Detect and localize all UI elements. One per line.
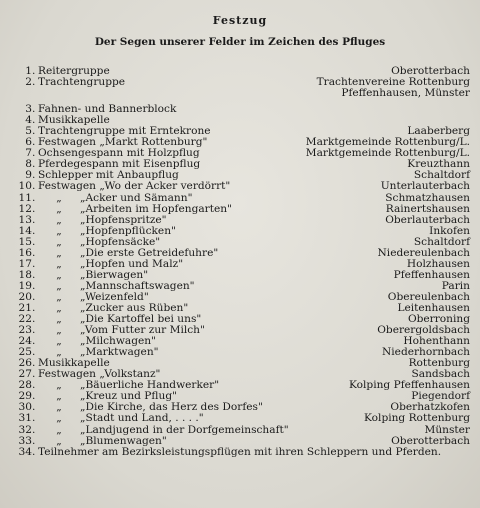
item-name-text: „Landjugend in der Dorfgemeinschaft" bbox=[80, 424, 289, 436]
item-name bbox=[38, 270, 394, 281]
list-item bbox=[14, 104, 470, 115]
item-name bbox=[38, 281, 442, 292]
ditto-mark: „ bbox=[56, 269, 62, 281]
item-place: Kolping Pfeffenhausen bbox=[349, 379, 470, 392]
item-number-dot: . bbox=[32, 246, 36, 259]
item-place: Kolping Rottenburg bbox=[364, 412, 470, 425]
item-place: Rottenburg bbox=[408, 357, 470, 370]
item-number-dot: . bbox=[32, 202, 36, 215]
item-number: 5 bbox=[25, 125, 32, 138]
item-place: Trachtenvereine Rottenburg bbox=[316, 76, 470, 89]
item-name bbox=[38, 204, 386, 215]
item-name-text: „Bäuerliche Handwerker" bbox=[80, 380, 220, 392]
item-number-dot: . bbox=[32, 158, 36, 171]
item-name bbox=[38, 181, 381, 192]
item-place: Parin bbox=[441, 279, 470, 292]
item-number: 20 bbox=[18, 290, 32, 303]
item-name bbox=[38, 237, 414, 248]
item-place: Oberroning bbox=[407, 313, 470, 326]
item-place: Oberhatzkofen bbox=[390, 401, 470, 414]
item-place: Niederhornbach bbox=[382, 346, 470, 359]
item-name bbox=[38, 77, 317, 88]
item-name bbox=[38, 413, 364, 424]
item-name-text: Festwagen „Wo der Acker verdörrt" bbox=[38, 181, 231, 193]
item-number-dot: . bbox=[32, 301, 36, 314]
list-item bbox=[14, 303, 470, 314]
item-number: 14 bbox=[18, 224, 32, 237]
item-place: Schmatzhausen bbox=[385, 191, 470, 204]
item-name bbox=[38, 292, 388, 303]
item-number: 8 bbox=[25, 158, 32, 171]
item-name bbox=[38, 215, 385, 226]
item-place: Kreuzthann bbox=[407, 158, 470, 171]
item-place: Laaberberg bbox=[407, 125, 470, 138]
item-number-dot: . bbox=[32, 114, 36, 127]
item-number: 18 bbox=[18, 268, 32, 281]
item-name bbox=[38, 436, 391, 447]
item-place: Rainertshausen bbox=[385, 202, 470, 215]
item-name-text: Reitergruppe bbox=[38, 66, 110, 77]
item-name-text: „Marktwagen" bbox=[80, 347, 159, 359]
item-name-text: „Blumenwagen" bbox=[80, 435, 167, 447]
item-name-text: Festwagen „Markt Rottenburg" bbox=[38, 137, 208, 149]
item-number: 30 bbox=[18, 401, 32, 414]
item-number: 6 bbox=[25, 136, 32, 149]
item-name-text: „Mannschaftswagen" bbox=[80, 280, 195, 292]
ditto-mark: „ bbox=[56, 325, 62, 337]
item-name bbox=[38, 104, 470, 115]
item-name bbox=[38, 115, 470, 126]
item-number-dot: . bbox=[32, 324, 36, 337]
item-number: 9 bbox=[25, 169, 32, 182]
item-number-dot: . bbox=[32, 125, 36, 138]
ditto-mark: „ bbox=[56, 413, 62, 425]
item-number-dot: . bbox=[32, 76, 36, 89]
item-number: 16 bbox=[18, 246, 32, 259]
item-place: Niedereulenbach bbox=[377, 246, 470, 259]
item-name bbox=[38, 259, 407, 270]
item-number-dot: . bbox=[32, 147, 36, 160]
item-number-dot: . bbox=[32, 313, 36, 326]
ditto-mark: „ bbox=[56, 247, 62, 259]
item-place: Pfeffenhausen bbox=[393, 268, 470, 281]
list-item bbox=[14, 115, 470, 126]
item-place: Oberotterbach bbox=[391, 434, 470, 447]
item-place: Inkofen bbox=[429, 224, 470, 237]
list-item bbox=[14, 248, 470, 259]
item-name bbox=[38, 303, 397, 314]
list-item bbox=[14, 358, 470, 369]
item-name bbox=[38, 159, 407, 170]
item-place: Piegendorf bbox=[411, 390, 470, 403]
item-number: 23 bbox=[18, 324, 32, 337]
item-name-text: „Vom Futter zur Milch" bbox=[80, 325, 205, 337]
list-item bbox=[14, 215, 470, 226]
ditto-mark: „ bbox=[56, 391, 62, 403]
item-number-dot: . bbox=[32, 445, 36, 458]
list-item bbox=[14, 425, 470, 436]
item-number-dot: . bbox=[32, 434, 36, 447]
item-place: Sandsbach bbox=[411, 368, 470, 381]
page-subtitle: Der Segen unserer Felder im Zeichen des Pfluges bbox=[94, 36, 386, 48]
ditto-mark: „ bbox=[56, 302, 62, 314]
item-name-text: „Hopfen und Malz" bbox=[80, 258, 184, 270]
item-number: 17 bbox=[18, 257, 32, 270]
item-name bbox=[38, 347, 382, 358]
item-number: 22 bbox=[18, 313, 32, 326]
item-number: 13 bbox=[18, 213, 32, 226]
ditto-mark: „ bbox=[56, 291, 62, 303]
ditto-mark: „ bbox=[56, 402, 62, 414]
item-name bbox=[38, 248, 378, 259]
ditto-mark: „ bbox=[56, 435, 62, 447]
item-number-dot: . bbox=[32, 379, 36, 392]
ditto-mark: „ bbox=[56, 380, 62, 392]
list-item bbox=[14, 380, 470, 391]
item-name-text: „Zucker aus Rüben" bbox=[80, 302, 189, 314]
item-name-text: Trachtengruppe mit Erntekrone bbox=[38, 126, 211, 138]
item-name bbox=[38, 137, 306, 148]
item-number: 34 bbox=[18, 445, 32, 458]
item-place: Oberergoldsbach bbox=[377, 324, 470, 337]
item-number: 29 bbox=[18, 390, 32, 403]
item-name-text: „Weizenfeld" bbox=[80, 291, 149, 303]
item-number-dot: . bbox=[32, 357, 36, 370]
item-number: 7 bbox=[25, 147, 32, 160]
item-place: Hohenthann bbox=[403, 335, 470, 348]
item-number: 11 bbox=[18, 191, 32, 204]
ditto-mark: „ bbox=[56, 314, 62, 326]
item-name bbox=[38, 226, 429, 237]
item-number: 10 bbox=[18, 180, 32, 193]
item-number: 19 bbox=[18, 279, 32, 292]
ditto-mark: „ bbox=[56, 236, 62, 248]
item-number-dot: . bbox=[32, 268, 36, 281]
item-number-dot: . bbox=[32, 213, 36, 226]
item-place: Unterlauterbach bbox=[380, 180, 470, 193]
item-number: 4 bbox=[25, 114, 32, 127]
item-place: Marktgemeinde Rottenburg/L. bbox=[305, 136, 470, 149]
list-item bbox=[14, 270, 470, 281]
item-number-dot: . bbox=[32, 390, 36, 403]
ditto-mark: „ bbox=[56, 424, 62, 436]
item-name bbox=[38, 391, 411, 402]
item-name-text: Fahnen- und Bannerblock bbox=[38, 104, 177, 116]
list-item bbox=[14, 436, 470, 447]
item-number: 15 bbox=[18, 235, 32, 248]
item-name-text: Trachtengruppe bbox=[38, 77, 126, 89]
list-item bbox=[14, 325, 470, 336]
list-item bbox=[14, 181, 470, 192]
item-place: Holzhausen bbox=[406, 257, 470, 270]
list-item bbox=[14, 193, 470, 204]
item-number-dot: . bbox=[32, 279, 36, 292]
item-name bbox=[38, 325, 377, 336]
item-place: Obereulenbach bbox=[387, 290, 470, 303]
list-item bbox=[14, 347, 470, 358]
item-name-text: „Arbeiten im Hopfengarten" bbox=[80, 203, 232, 215]
item-name bbox=[38, 148, 306, 159]
item-number-dot: . bbox=[32, 368, 36, 381]
item-number-dot: . bbox=[32, 180, 36, 193]
item-name bbox=[38, 314, 408, 325]
item-number: 24 bbox=[18, 335, 32, 348]
item-name-text: Ochsengespann mit Holzpflug bbox=[38, 148, 200, 160]
ditto-mark: „ bbox=[56, 203, 62, 215]
ditto-mark: „ bbox=[56, 258, 62, 270]
item-number: 12 bbox=[18, 202, 32, 215]
item-name bbox=[38, 193, 385, 204]
item-name-text: „Acker und Sämann" bbox=[80, 192, 193, 204]
item-number: 21 bbox=[18, 301, 32, 314]
ditto-mark: „ bbox=[56, 214, 62, 226]
item-name-text: Musikkapelle bbox=[38, 115, 110, 127]
item-name bbox=[38, 358, 409, 369]
item-name-text: Teilnehmer am Bezirksleistungspflügen mit ihren Schleppern und Pferden. bbox=[38, 446, 442, 458]
item-number-dot: . bbox=[32, 103, 36, 116]
item-number: 28 bbox=[18, 379, 32, 392]
page-title: Festzug bbox=[212, 14, 268, 27]
item-name-text: „Bierwagen" bbox=[80, 269, 149, 281]
item-name-text: Pferdegespann mit Eisenpflug bbox=[38, 159, 201, 171]
item-number-dot: . bbox=[32, 224, 36, 237]
item-name bbox=[38, 402, 390, 413]
item-place: Oberlauterbach bbox=[385, 213, 470, 226]
ditto-mark: „ bbox=[56, 225, 62, 237]
item-number-dot: . bbox=[32, 65, 36, 77]
item-name-text: „Die Kartoffel bei uns" bbox=[80, 314, 202, 326]
list-item bbox=[14, 447, 470, 458]
item-name-text: „Hopfensäcke" bbox=[80, 236, 161, 248]
item-place: Marktgemeinde Rottenburg/L. bbox=[305, 147, 470, 160]
list-item bbox=[14, 204, 470, 215]
item-place: Pfeffenhausen, Münster bbox=[341, 87, 470, 100]
item-name-text: „Stadt und Land, . . . ." bbox=[80, 413, 204, 425]
item-number: 1 bbox=[25, 65, 32, 77]
item-place: Schaltdorf bbox=[413, 235, 470, 248]
item-number: 2 bbox=[25, 76, 32, 89]
item-number: 3 bbox=[25, 103, 32, 116]
item-name bbox=[38, 336, 403, 347]
item-number: 33 bbox=[18, 434, 32, 447]
item-name-text: „Hopfenspritze" bbox=[80, 214, 167, 226]
item-place: Münster bbox=[424, 423, 470, 436]
ditto-mark: „ bbox=[56, 280, 62, 292]
item-number-dot: . bbox=[32, 412, 36, 425]
item-name bbox=[38, 447, 470, 458]
item-name-text: Musikkapelle bbox=[38, 358, 110, 370]
item-number bbox=[14, 88, 32, 99]
item-number-dot: . bbox=[32, 191, 36, 204]
item-number-dot: . bbox=[32, 346, 36, 359]
item-name-text: „Hopfenpflücken" bbox=[80, 225, 176, 237]
item-number: 25 bbox=[18, 346, 32, 359]
item-number-dot: . bbox=[32, 169, 36, 182]
item-name-text: Schlepper mit Anbaupflug bbox=[38, 170, 179, 182]
list-item bbox=[14, 226, 470, 237]
item-number: 26 bbox=[18, 357, 32, 370]
item-name-text: „Milchwagen" bbox=[80, 336, 156, 348]
item-number: 31 bbox=[18, 412, 32, 425]
item-name bbox=[38, 380, 349, 391]
item-place: Leitenhausen bbox=[397, 301, 470, 314]
item-name-text: „Kreuz und Pflug" bbox=[80, 391, 177, 403]
ditto-mark: „ bbox=[56, 336, 62, 348]
list-item bbox=[14, 159, 470, 170]
list-item bbox=[14, 88, 470, 99]
item-number-dot: . bbox=[32, 335, 36, 348]
item-number-dot: . bbox=[32, 290, 36, 303]
item-name bbox=[38, 88, 341, 99]
list-item bbox=[14, 148, 470, 159]
item-number-dot: . bbox=[32, 423, 36, 436]
item-name-text: Festwagen „Volkstanz" bbox=[38, 369, 161, 381]
list-item bbox=[14, 413, 470, 424]
item-name bbox=[38, 170, 414, 181]
item-number-dot: . bbox=[32, 235, 36, 248]
item-number: 32 bbox=[18, 423, 32, 436]
item-name bbox=[38, 425, 424, 436]
procession-list bbox=[14, 66, 470, 458]
item-number-dot: . bbox=[32, 136, 36, 149]
item-name-text: „Die Kirche, das Herz des Dorfes" bbox=[80, 402, 263, 414]
item-number-dot: . bbox=[32, 401, 36, 414]
ditto-mark: „ bbox=[56, 347, 62, 359]
item-place: Schaltdorf bbox=[413, 169, 470, 182]
item-place: Oberotterbach bbox=[391, 65, 470, 77]
ditto-mark: „ bbox=[56, 192, 62, 204]
item-name-text: „Die erste Getreidefuhre" bbox=[80, 247, 219, 259]
item-number: 27 bbox=[18, 368, 32, 381]
item-number-dot: . bbox=[32, 257, 36, 270]
